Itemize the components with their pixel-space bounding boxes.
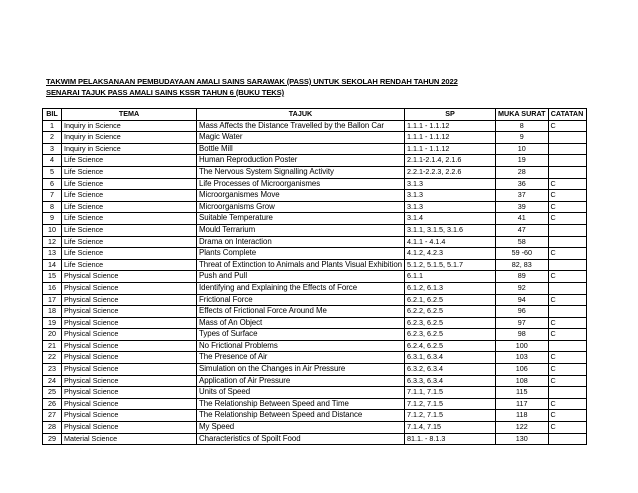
bil-cell: 29 [43,433,62,445]
tema-cell: Physical Science [62,352,197,364]
tajuk-cell: The Presence of Air [197,352,405,364]
tajuk-cell: Microorganismes Move [197,190,405,202]
table-row [43,282,587,294]
table-row [43,120,587,132]
tajuk-cell: Suitable Temperature [197,213,405,225]
muka-surat-cell: 36 [496,178,549,190]
table-row [43,248,587,260]
table-header-row [43,109,587,121]
sp-cell: 3.1.3 [405,201,496,213]
catatan-cell [548,433,586,445]
catatan-cell [548,155,586,167]
sp-cell: 6.2.1, 6.2.5 [405,294,496,306]
tema-cell: Life Science [62,166,197,178]
tema-cell: Inquiry in Science [62,143,197,155]
sp-cell: 6.2.3, 6.2.5 [405,317,496,329]
tajuk-cell: No Frictional Problems [197,340,405,352]
tajuk-cell: The Relationship Between Speed and Time [197,398,405,410]
bil-cell: 4 [43,155,62,167]
tajuk-cell: Frictional Force [197,294,405,306]
sp-cell: 3.1.4 [405,213,496,225]
sp-cell: 6.1.2, 6.1.3 [405,282,496,294]
bil-cell: 19 [43,317,62,329]
sp-cell: 5.1.2, 5.1.5, 5.1.7 [405,259,496,271]
tema-cell: Inquiry in Science [62,120,197,132]
tema-cell: Life Science [62,248,197,260]
tema-cell: Life Science [62,259,197,271]
tajuk-cell: Mould Terrarium [197,224,405,236]
bil-cell: 5 [43,166,62,178]
catatan-cell: C [548,178,586,190]
tema-cell: Physical Science [62,364,197,376]
table-row [43,143,587,155]
tema-cell: Physical Science [62,340,197,352]
catatan-cell [548,132,586,144]
table-row [43,306,587,318]
bil-cell: 13 [43,248,62,260]
sp-cell: 3.1.3 [405,190,496,202]
bil-cell: 18 [43,306,62,318]
tema-cell: Life Science [62,201,197,213]
bil-cell: 10 [43,224,62,236]
muka-surat-cell: 106 [496,364,549,376]
bil-cell: 1 [43,120,62,132]
muka-surat-cell: 98 [496,329,549,341]
catatan-cell: C [548,120,586,132]
tema-cell: Physical Science [62,375,197,387]
header-catatan: CATATAN [548,109,586,121]
table-row [43,224,587,236]
muka-surat-cell: 47 [496,224,549,236]
catatan-cell: C [548,422,586,434]
muka-surat-cell: 96 [496,306,549,318]
bil-cell: 15 [43,271,62,283]
sp-cell: 7.1.2, 7.1.5 [405,410,496,422]
sp-cell: 3.1.3 [405,178,496,190]
bil-cell: 8 [43,201,62,213]
muka-surat-cell: 94 [496,294,549,306]
catatan-cell: C [548,375,586,387]
header-muka-surat: MUKA SURAT [496,109,549,121]
bil-cell: 26 [43,398,62,410]
tema-cell: Physical Science [62,398,197,410]
sp-cell: 1.1.1 - 1.1.12 [405,143,496,155]
table-row [43,236,587,248]
tajuk-cell: Effects of Frictional Force Around Me [197,306,405,318]
tajuk-cell: Microorganisms Grow [197,201,405,213]
tajuk-cell: The Relationship Between Speed and Distance [197,410,405,422]
table-row [43,410,587,422]
sp-cell: 4.1.1 - 4.1.4 [405,236,496,248]
table-row [43,155,587,167]
tema-cell: Inquiry in Science [62,132,197,144]
tajuk-cell: Push and Pull [197,271,405,283]
table-row [43,166,587,178]
sp-cell: 4.1.2, 4.2.3 [405,248,496,260]
table-row [43,201,587,213]
muka-surat-cell: 108 [496,375,549,387]
muka-surat-cell: 10 [496,143,549,155]
catatan-cell: C [548,190,586,202]
tajuk-cell: Bottle Mill [197,143,405,155]
sp-cell: 6.2.3, 6.2.5 [405,329,496,341]
muka-surat-cell: 118 [496,410,549,422]
sp-cell: 6.2.4, 6.2.5 [405,340,496,352]
tajuk-cell: Simulation on the Changes in Air Pressure [197,364,405,376]
table-row [43,132,587,144]
tema-cell: Life Science [62,224,197,236]
table-row [43,213,587,225]
catatan-cell [548,387,586,399]
sp-cell: 7.1.4, 7.15 [405,422,496,434]
tajuk-cell: Drama on Interaction [197,236,405,248]
catatan-cell: C [548,294,586,306]
table-row [43,178,587,190]
muka-surat-cell: 28 [496,166,549,178]
sp-cell: 6.3.3, 6.3.4 [405,375,496,387]
tajuk-cell: Units of Speed [197,387,405,399]
muka-surat-cell: 92 [496,282,549,294]
tema-cell: Physical Science [62,317,197,329]
sp-cell: 6.3.1, 6.3.4 [405,352,496,364]
catatan-cell: C [548,271,586,283]
bil-cell: 27 [43,410,62,422]
sp-cell: 3.1.1, 3.1.5, 3.1.6 [405,224,496,236]
table-row [43,259,587,271]
catatan-cell [548,166,586,178]
tajuk-cell: My Speed [197,422,405,434]
muka-surat-cell: 41 [496,213,549,225]
tema-cell: Physical Science [62,294,197,306]
tema-cell: Physical Science [62,271,197,283]
catatan-cell: C [548,329,586,341]
sp-cell: 1.1.1 - 1.1.12 [405,120,496,132]
tajuk-cell: Life Processes of Microorganismes [197,178,405,190]
tema-cell: Physical Science [62,329,197,341]
tajuk-cell: Human Reproduction Poster [197,155,405,167]
table-row [43,271,587,283]
catatan-cell [548,224,586,236]
tema-cell: Life Science [62,178,197,190]
table-body [43,120,587,445]
tema-cell: Life Science [62,213,197,225]
bil-cell: 21 [43,340,62,352]
bil-cell: 24 [43,375,62,387]
catatan-cell: C [548,213,586,225]
bil-cell: 17 [43,294,62,306]
catatan-cell: C [548,364,586,376]
tajuk-cell: Mass of An Object [197,317,405,329]
sp-cell: 2.1.1-2.1.4, 2.1.6 [405,155,496,167]
bil-cell: 14 [43,259,62,271]
tajuk-cell: Threat of Extinction to Animals and Plants Visual Exhibition [197,259,405,271]
catatan-cell: C [548,410,586,422]
document-subtitle: SENARAI TAJUK PASS AMALI SAINS KSSR TAHUN 6 (BUKU TEKS) [46,88,285,97]
topics-table [42,108,587,445]
table-row [43,422,587,434]
bil-cell: 23 [43,364,62,376]
muka-surat-cell: 103 [496,352,549,364]
bil-cell: 2 [43,132,62,144]
header-bil: BIL [43,109,62,121]
muka-surat-cell: 89 [496,271,549,283]
tajuk-cell: Mass Affects the Distance Travelled by the Ballon Car [197,120,405,132]
header-sp: SP [405,109,496,121]
catatan-cell: C [548,317,586,329]
bil-cell: 25 [43,387,62,399]
tajuk-cell: Magic Water [197,132,405,144]
muka-surat-cell: 82, 83 [496,259,549,271]
tema-cell: Physical Science [62,422,197,434]
tajuk-cell: Application of Air Pressure [197,375,405,387]
catatan-cell [548,259,586,271]
tema-cell: Material Science [62,433,197,445]
muka-surat-cell: 97 [496,317,549,329]
tema-cell: Physical Science [62,410,197,422]
sp-cell: 6.1.1 [405,271,496,283]
tema-cell: Life Science [62,190,197,202]
table-row [43,387,587,399]
muka-surat-cell: 8 [496,120,549,132]
muka-surat-cell: 115 [496,387,549,399]
muka-surat-cell: 9 [496,132,549,144]
muka-surat-cell: 100 [496,340,549,352]
catatan-cell: C [548,352,586,364]
table-row [43,190,587,202]
muka-surat-cell: 59 -60 [496,248,549,260]
bil-cell: 12 [43,236,62,248]
bil-cell: 7 [43,190,62,202]
tajuk-cell: Plants Complete [197,248,405,260]
tema-cell: Physical Science [62,306,197,318]
sp-cell: 1.1.1 - 1.1.12 [405,132,496,144]
tajuk-cell: Types of Surface [197,329,405,341]
sp-cell: 7.1.2, 7.1.5 [405,398,496,410]
bil-cell: 20 [43,329,62,341]
catatan-cell [548,143,586,155]
muka-surat-cell: 39 [496,201,549,213]
tajuk-cell: Characteristics of Spoilt Food [197,433,405,445]
catatan-cell [548,306,586,318]
sp-cell: 2.2.1-2.2.3, 2.2.6 [405,166,496,178]
muka-surat-cell: 130 [496,433,549,445]
bil-cell: 3 [43,143,62,155]
table-row [43,340,587,352]
table-row [43,398,587,410]
bil-cell: 9 [43,213,62,225]
table-row [43,375,587,387]
header-tema: TEMA [62,109,197,121]
tema-cell: Physical Science [62,282,197,294]
sp-cell: 81.1. - 8.1.3 [405,433,496,445]
muka-surat-cell: 37 [496,190,549,202]
table-row [43,329,587,341]
muka-surat-cell: 58 [496,236,549,248]
sp-cell: 6.3.2, 6.3.4 [405,364,496,376]
tema-cell: Physical Science [62,387,197,399]
tajuk-cell: The Nervous System Signalling Activity [197,166,405,178]
header-tajuk: TAJUK [197,109,405,121]
tajuk-cell: Identifying and Explaining the Effects of Force [197,282,405,294]
table-row [43,317,587,329]
muka-surat-cell: 122 [496,422,549,434]
table-row [43,433,587,445]
document-title: TAKWIM PELAKSANAAN PEMBUDAYAAN AMALI SAINS SARAWAK (PASS) UNTUK SEKOLAH RENDAH TAHUN 2022 [46,77,458,86]
catatan-cell: C [548,398,586,410]
tema-cell: Life Science [62,236,197,248]
catatan-cell: C [548,201,586,213]
catatan-cell [548,340,586,352]
sp-cell: 6.2.2, 6.2.5 [405,306,496,318]
muka-surat-cell: 19 [496,155,549,167]
bil-cell: 16 [43,282,62,294]
table-row [43,352,587,364]
table-row [43,364,587,376]
tema-cell: Life Science [62,155,197,167]
catatan-cell: C [548,248,586,260]
catatan-cell [548,236,586,248]
table-row [43,294,587,306]
bil-cell: 28 [43,422,62,434]
sp-cell: 7.1.1, 7.1.5 [405,387,496,399]
muka-surat-cell: 117 [496,398,549,410]
catatan-cell [548,282,586,294]
bil-cell: 6 [43,178,62,190]
bil-cell: 22 [43,352,62,364]
